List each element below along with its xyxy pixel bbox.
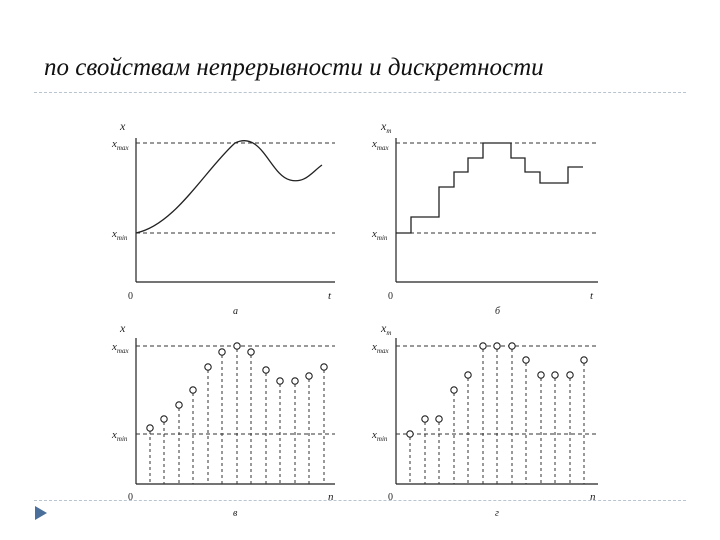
panel-v-sample-point xyxy=(248,349,254,355)
panel-a-y-label: x xyxy=(120,119,126,133)
panel-g-caption: г xyxy=(495,508,499,519)
panel-a-signal-curve xyxy=(136,141,322,233)
panel-a-x-label: t xyxy=(328,290,332,302)
panel-g-xmin-label: $x_{min}$ xyxy=(372,429,388,443)
panel-v-sample-point xyxy=(205,364,211,370)
panel-b-xmin-label: $x_{min}$ xyxy=(372,228,388,242)
panel-g-samples xyxy=(407,343,587,484)
panel-g-sample-point xyxy=(523,357,529,363)
panel-v-sample-point xyxy=(161,416,167,422)
panel-b-x-label: t xyxy=(590,290,594,302)
panel-g-sample-point xyxy=(509,343,515,349)
panel-g-sample-point xyxy=(451,387,457,393)
panel-g-sample-point xyxy=(465,372,471,378)
panel-b-origin: 0 xyxy=(388,291,393,302)
panel-a-origin: 0 xyxy=(128,291,133,302)
panel-v-sample-point xyxy=(263,367,269,373)
panel-g-y-label: $x_т$ xyxy=(381,321,392,337)
panel-v-sample-point xyxy=(219,349,225,355)
panel-g-xmax-label: $x_{max}$ xyxy=(372,341,389,355)
panel-g-sample-point xyxy=(480,343,486,349)
panel-v-sample-point xyxy=(234,343,240,349)
panel-v-caption: в xyxy=(233,508,238,519)
panel-v-xmax-label: $x_{max}$ xyxy=(112,341,129,355)
panel-a xyxy=(111,119,335,317)
panel-b-xmax-label: $x_{max}$ xyxy=(372,138,389,152)
panel-v-y-label: x xyxy=(120,321,126,335)
panel-v-sample-point xyxy=(176,402,182,408)
panel-a-xmin-label: $x_{min}$ xyxy=(112,228,128,242)
panel-v-x-label: n xyxy=(328,491,334,503)
panel-v-sample-point xyxy=(147,425,153,431)
panel-b xyxy=(371,119,598,317)
panel-v-origin: 0 xyxy=(128,492,133,503)
panel-b-caption: б xyxy=(495,306,501,317)
panel-g-sample-point xyxy=(436,416,442,422)
panel-v-sample-point xyxy=(190,387,196,393)
panel-v-sample-point xyxy=(321,364,327,370)
panel-a-caption: а xyxy=(233,306,238,317)
panel-v-sample-point xyxy=(292,378,298,384)
panel-g-x-label: n xyxy=(590,491,596,503)
panel-g-sample-point xyxy=(552,372,558,378)
panel-g-sample-point xyxy=(494,343,500,349)
panel-v-xmin-label: $x_{min}$ xyxy=(112,429,128,443)
panel-b-y-label: $x_т$ xyxy=(381,119,392,135)
panel-g xyxy=(371,321,598,519)
panel-g-sample-point xyxy=(407,431,413,437)
panel-v-samples xyxy=(147,343,327,484)
panel-v-sample-point xyxy=(277,378,283,384)
footer-divider xyxy=(34,500,686,501)
panel-g-origin: 0 xyxy=(388,492,393,503)
panel-g-sample-point xyxy=(567,372,573,378)
panel-a-xmax-label: $x_{max}$ xyxy=(112,138,129,152)
panel-g-sample-point xyxy=(538,372,544,378)
panel-g-sample-point xyxy=(422,416,428,422)
slide-title: по свойствам непрерывности и дискретности xyxy=(44,54,544,81)
panel-b-step-signal xyxy=(396,143,583,233)
panel-v-sample-point xyxy=(306,373,312,379)
slide-arrow-icon xyxy=(34,505,48,521)
panel-v xyxy=(111,321,335,519)
panel-g-sample-point xyxy=(581,357,587,363)
